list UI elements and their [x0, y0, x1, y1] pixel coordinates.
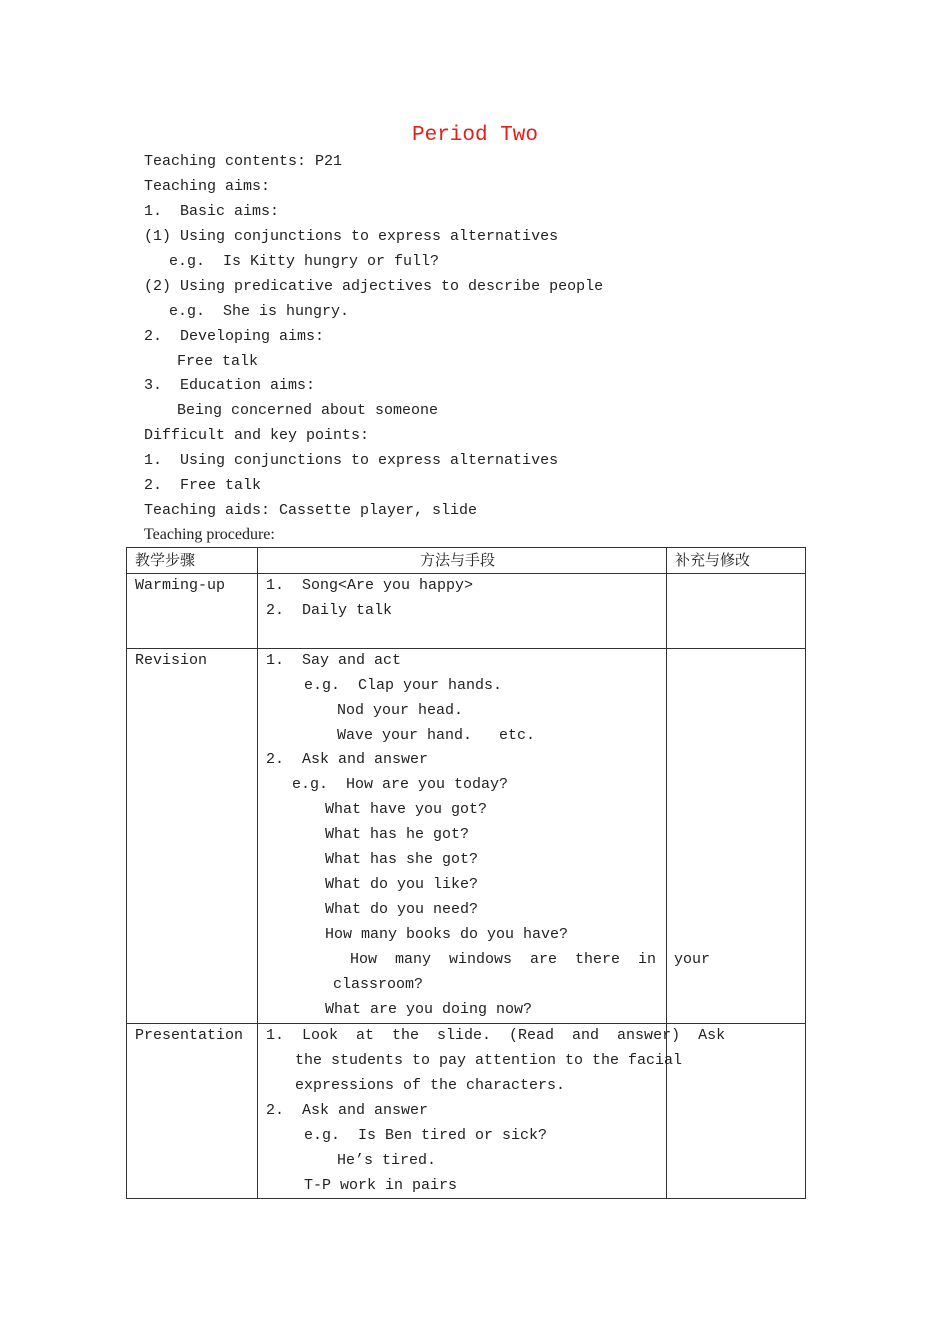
developing-item: Free talk [177, 353, 259, 370]
teaching-aids: Teaching aids: Cassette player, slide [144, 502, 478, 519]
procedure-table [126, 547, 806, 1199]
method-presentation: 1. Look at the slide. (Read and answer) Ask the students to pay attention to the facial expressions of the characters. 2. Ask and answer e.g. Is Ben tired or sick? He’s tired. T-P work in pairs [258, 1024, 667, 1199]
header-step: 教学步骤 [127, 548, 258, 574]
table-row [127, 649, 806, 1024]
page-title: Period Two [411, 124, 539, 147]
notes-warming-up [667, 574, 806, 649]
aim-1: (1) Using conjunctions to express alternatives [144, 228, 559, 245]
table-row [127, 574, 806, 649]
aim-1-example: e.g. Is Kitty hungry or full? [169, 253, 440, 270]
basic-aims: 1. Basic aims: [144, 203, 280, 220]
step-revision: Revision [127, 649, 258, 1024]
teaching-aims-heading: Teaching aims: [144, 178, 271, 195]
difficult-point-2: 2. Free talk [144, 477, 262, 494]
education-item: Being concerned about someone [177, 402, 439, 419]
table-header-row [127, 548, 806, 574]
table-row [127, 1024, 806, 1199]
difficult-point-1: 1. Using conjunctions to express alternatives [144, 452, 559, 469]
teaching-procedure-heading: Teaching procedure: [144, 526, 275, 543]
notes-presentation [667, 1024, 806, 1199]
education-aims: 3. Education aims: [144, 377, 316, 394]
developing-aims: 2. Developing aims: [144, 328, 325, 345]
header-method: 方法与手段 [258, 548, 667, 574]
method-warming-up: 1. Song<Are you happy> 2. Daily talk [258, 574, 667, 649]
aim-2: (2) Using predicative adjectives to describe people [144, 278, 604, 295]
header-notes: 补充与修改 [667, 548, 806, 574]
aim-2-example: e.g. She is hungry. [169, 303, 350, 320]
teaching-contents: Teaching contents: P21 [144, 153, 343, 170]
method-revision: 1. Say and act e.g. Clap your hands. Nod your head. Wave your hand. etc. 2. Ask and answer e.g. How are you today? What have you got? What has he got? What has she got? What do you like? What do you need? How many books do you have? How many windows are there in your classroom? What are you doing now? [258, 649, 667, 1024]
step-warming-up: Warming-up [127, 574, 258, 649]
step-presentation: Presentation [127, 1024, 258, 1199]
difficult-heading: Difficult and key points: [144, 427, 370, 444]
notes-revision [667, 649, 806, 1024]
